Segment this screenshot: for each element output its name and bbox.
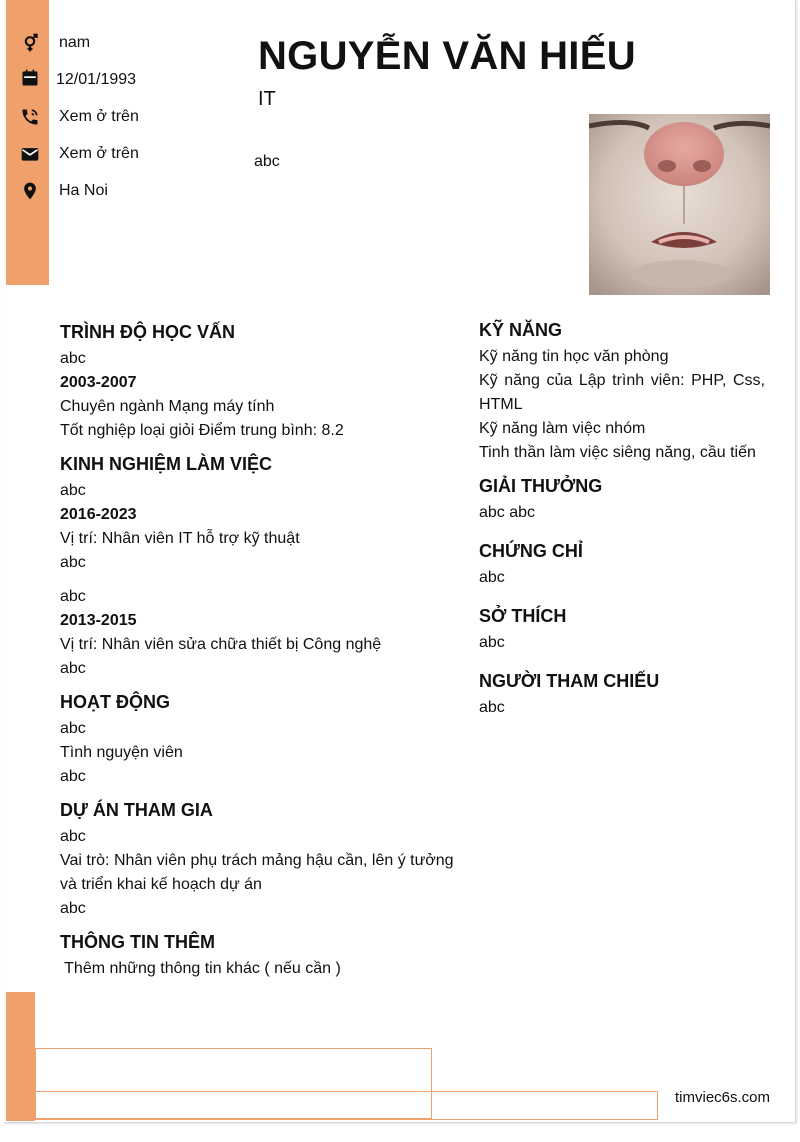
experience-role: Vị trí: Nhân viên IT hỗ trợ kỹ thuật: [60, 530, 300, 547]
more-info-text: Thêm những thông tin khác ( nếu cần ): [60, 960, 341, 977]
experience-title: KINH NGHIỆM LÀM VIỆC: [60, 454, 273, 474]
awards-text: abc abc: [479, 504, 536, 521]
education-period: 2003-2007: [60, 374, 137, 391]
projects-title: DỰ ÁN THAM GIA: [60, 800, 213, 820]
experience-company: abc: [60, 482, 86, 499]
awards-section: [479, 474, 765, 525]
activities-org: abc: [60, 720, 86, 737]
projects-section: [60, 798, 455, 921]
candidate-position: IT: [258, 88, 276, 110]
activities-role: Tình nguyện viên: [60, 744, 183, 761]
references-section: [479, 669, 765, 720]
contact-email: [18, 139, 42, 169]
skills-section: [479, 318, 765, 465]
calendar-icon: [18, 66, 42, 90]
experience-period: 2013-2015: [60, 612, 137, 629]
skill-item: Kỹ năng làm việc nhóm: [479, 420, 646, 437]
education-major: Chuyên ngành Mạng máy tính: [60, 398, 275, 415]
phone-value: Xem ở trên: [59, 108, 139, 125]
skill-item: Tinh thần làm việc siêng năng, cầu tiến: [479, 444, 756, 461]
contact-gender: [18, 28, 42, 58]
email-value: Xem ở trên: [59, 145, 139, 162]
experience-item: [60, 585, 455, 681]
bottom-accent-bar: [6, 992, 35, 1121]
phone-icon: [18, 105, 42, 129]
references-text: abc: [479, 699, 505, 716]
birthday-value: 12/01/1993: [56, 71, 137, 88]
contact-address: [18, 176, 42, 206]
skills-title: KỸ NĂNG: [479, 320, 563, 340]
project-desc: abc: [60, 900, 86, 917]
experience-company: abc: [60, 588, 86, 605]
more-info-section: [60, 930, 455, 981]
education-title: TRÌNH ĐỘ HỌC VẤN: [60, 322, 235, 342]
activities-title: HOẠT ĐỘNG: [60, 692, 170, 712]
experience-role: Vị trí: Nhân viên sửa chữa thiết bị Công nghệ: [60, 636, 382, 653]
experience-item: [60, 479, 455, 575]
certificates-title: CHỨNG CHỈ: [479, 541, 583, 561]
decorative-frame-lower: [35, 1091, 658, 1120]
project-name: abc: [60, 828, 86, 845]
experience-section: [60, 452, 455, 681]
experience-desc: abc: [60, 554, 86, 571]
candidate-name: NGUYỄN VĂN HIẾU: [258, 34, 636, 78]
brand-watermark: timviec6s.com: [675, 1089, 771, 1106]
gender-icon: [18, 31, 42, 55]
education-result: Tốt nghiệp loại giỏi Điểm trung bình: 8.2: [60, 422, 344, 439]
activities-desc: abc: [60, 768, 86, 785]
skill-item: Kỹ năng tin học văn phòng: [479, 348, 669, 365]
career-objective: abc: [254, 153, 280, 170]
education-school: abc: [60, 350, 86, 367]
more-info-title: THÔNG TIN THÊM: [60, 932, 215, 952]
contact-phone: [18, 102, 42, 132]
education-section: [60, 320, 455, 443]
project-role: Vai trò: Nhân viên phụ trách mảng hậu cần, lên ý tưởng và triển khai kế hoạch dự án: [60, 852, 454, 893]
certificates-section: [479, 539, 765, 590]
contact-birthday: [18, 63, 42, 93]
left-column: [60, 320, 455, 990]
certificates-text: abc: [479, 569, 505, 586]
hobbies-title: SỞ THÍCH: [479, 606, 567, 626]
skill-item: Kỹ năng của Lập trình viên: PHP, Css, HTML: [479, 372, 765, 413]
email-icon: [18, 142, 42, 166]
avatar: [589, 114, 770, 295]
references-title: NGƯỜI THAM CHIẾU: [479, 671, 660, 691]
hobbies-text: abc: [479, 634, 505, 651]
location-pin-icon: [18, 179, 42, 203]
experience-period: 2016-2023: [60, 506, 137, 523]
experience-desc: abc: [60, 660, 86, 677]
awards-title: GIẢI THƯỞNG: [479, 476, 603, 496]
hobbies-section: [479, 604, 765, 655]
address-value: Ha Noi: [59, 182, 108, 199]
gender-value: nam: [59, 34, 91, 51]
activities-section: [60, 690, 455, 789]
right-column: [479, 318, 765, 729]
